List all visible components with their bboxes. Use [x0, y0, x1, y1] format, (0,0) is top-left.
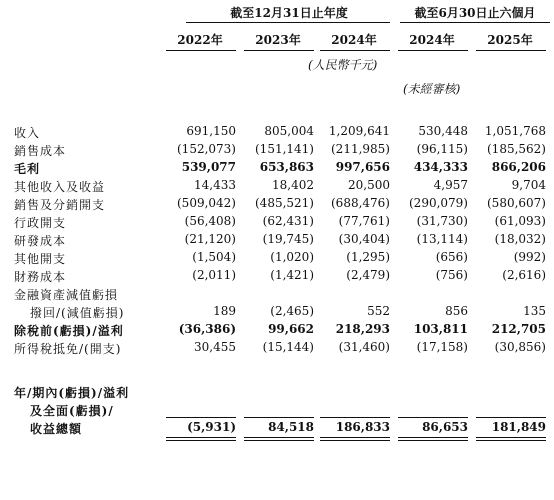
row-value: (1,295) — [346, 250, 390, 264]
year-header-rule — [244, 50, 314, 51]
row-value: (30,856) — [494, 340, 546, 354]
row-label: 銷售成本 — [14, 144, 67, 158]
row-value: 1,209,641 — [328, 124, 390, 138]
total-double-rule — [166, 437, 236, 438]
row-value: (185,562) — [487, 142, 546, 156]
row-value: 653,863 — [259, 160, 314, 174]
row-value: (151,141) — [255, 142, 314, 156]
total-double-rule — [244, 437, 314, 438]
row-label: 銷售及分銷開支 — [14, 198, 106, 212]
row-value: 135 — [523, 304, 546, 318]
row-value: (56,408) — [184, 214, 236, 228]
row-value: 530,448 — [418, 124, 468, 138]
row-value: 186,833 — [335, 420, 390, 434]
row-label: 財務成本 — [14, 270, 67, 284]
row-value: 434,333 — [413, 160, 468, 174]
year-header-rule — [166, 50, 236, 51]
row-value: (1,020) — [270, 250, 314, 264]
row-value: 691,150 — [186, 124, 236, 138]
row-label: 行政開支 — [14, 216, 67, 230]
group-header-annual: 截至12月31日止年度 — [230, 6, 348, 20]
year-header: 2024年 — [409, 33, 455, 47]
year-header: 2024年 — [331, 33, 377, 47]
row-value: (19,745) — [262, 232, 314, 246]
total-top-rule — [398, 417, 468, 418]
row-value: 103,811 — [413, 322, 468, 336]
row-label: 及全面(虧損)/ — [30, 404, 114, 418]
row-value: (656) — [435, 250, 468, 264]
row-value: 212,705 — [491, 322, 546, 336]
row-value: (992) — [513, 250, 546, 264]
total-double-rule — [398, 437, 468, 438]
row-value: (509,042) — [177, 196, 236, 210]
row-value: (580,607) — [487, 196, 546, 210]
year-header-rule — [476, 50, 546, 51]
row-label: 其他收入及收益 — [14, 180, 106, 194]
row-value: (36,386) — [178, 322, 236, 336]
row-value: (152,073) — [177, 142, 236, 156]
row-value: (1,421) — [270, 268, 314, 282]
row-value: (2,011) — [192, 268, 236, 282]
row-value: 84,518 — [268, 420, 314, 434]
row-value: 539,077 — [181, 160, 236, 174]
total-double-rule — [476, 440, 546, 441]
row-value: (1,504) — [192, 250, 236, 264]
row-value: 20,500 — [348, 178, 390, 192]
row-label: 收益總額 — [30, 422, 83, 436]
row-value: (688,476) — [331, 196, 390, 210]
year-header: 2022年 — [177, 33, 223, 47]
total-double-rule — [320, 437, 390, 438]
row-value: 552 — [367, 304, 390, 318]
row-value: 1,051,768 — [484, 124, 546, 138]
group-rule-annual — [186, 22, 390, 23]
row-value: 218,293 — [335, 322, 390, 336]
row-value: 866,206 — [491, 160, 546, 174]
row-value: 856 — [445, 304, 468, 318]
row-label: 收入 — [14, 126, 41, 140]
row-label: 年/期內(虧損)/溢利 — [14, 386, 130, 400]
unaudited-note: (未經審核) — [403, 82, 461, 96]
year-header-rule — [320, 50, 390, 51]
unit-note: (人民幣千元) — [308, 58, 378, 72]
total-double-rule — [244, 440, 314, 441]
row-value: (485,521) — [255, 196, 314, 210]
row-value: (31,460) — [338, 340, 390, 354]
row-label: 其他開支 — [14, 252, 67, 266]
row-value: (5,931) — [187, 420, 236, 434]
row-value: (15,144) — [262, 340, 314, 354]
row-value: 86,653 — [422, 420, 468, 434]
row-label: 所得稅抵免/(開支) — [14, 342, 122, 356]
row-value: 181,849 — [491, 420, 546, 434]
group-header-interim: 截至6月30日止六個月 — [414, 6, 536, 20]
row-label: 除稅前(虧損)/溢利 — [14, 324, 124, 338]
total-double-rule — [320, 440, 390, 441]
row-value: (31,730) — [416, 214, 468, 228]
total-double-rule — [476, 437, 546, 438]
total-top-rule — [320, 417, 390, 418]
row-value: (61,093) — [494, 214, 546, 228]
row-value: (756) — [435, 268, 468, 282]
row-value: 997,656 — [335, 160, 390, 174]
row-value: (13,114) — [416, 232, 468, 246]
row-value: 189 — [213, 304, 236, 318]
row-value: (18,032) — [494, 232, 546, 246]
row-value: 805,004 — [264, 124, 314, 138]
row-value: (30,404) — [338, 232, 390, 246]
row-label: 金融資產減值虧損 — [14, 288, 119, 302]
total-double-rule — [166, 440, 236, 441]
row-value: (77,761) — [338, 214, 390, 228]
year-header: 2023年 — [255, 33, 301, 47]
row-value: (62,431) — [262, 214, 314, 228]
total-top-rule — [166, 417, 236, 418]
row-value: (17,158) — [416, 340, 468, 354]
row-value: (21,120) — [184, 232, 236, 246]
row-value: 14,433 — [194, 178, 236, 192]
row-value: 30,455 — [194, 340, 236, 354]
row-value: (2,479) — [346, 268, 390, 282]
group-rule-interim — [400, 22, 550, 23]
total-double-rule — [398, 440, 468, 441]
row-value: 4,957 — [433, 178, 468, 192]
row-value: (211,985) — [331, 142, 390, 156]
total-top-rule — [244, 417, 314, 418]
row-value: 18,402 — [272, 178, 314, 192]
year-header: 2025年 — [487, 33, 533, 47]
row-label: 研發成本 — [14, 234, 67, 248]
row-value: (2,616) — [502, 268, 546, 282]
row-value: 99,662 — [268, 322, 314, 336]
row-value: (96,115) — [416, 142, 468, 156]
total-top-rule — [476, 417, 546, 418]
year-header-rule — [398, 50, 468, 51]
row-value: (2,465) — [270, 304, 314, 318]
row-value: 9,704 — [511, 178, 546, 192]
row-label: 毛利 — [14, 162, 41, 176]
row-label: 撥回/(減值虧損) — [30, 306, 125, 320]
row-value: (290,079) — [409, 196, 468, 210]
